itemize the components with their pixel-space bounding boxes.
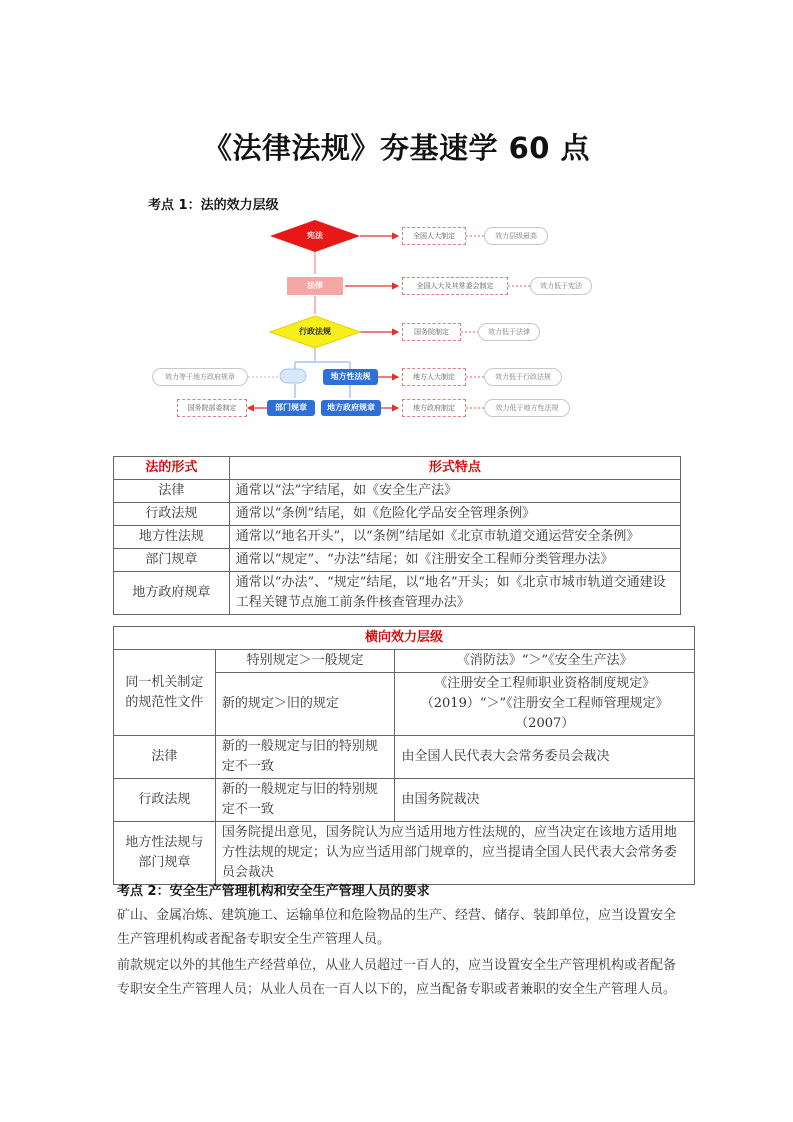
table-cell: 特别规定＞一般规定: [215, 650, 395, 673]
table-cell: 《消防法》“＞”《安全生产法》: [395, 650, 695, 673]
table-header-row: [114, 457, 681, 480]
effect-constitution: 效力层级最高: [484, 227, 548, 245]
node-dept-rule: 部门规章: [267, 400, 315, 416]
table-row: [114, 822, 695, 885]
table-row: [114, 549, 681, 572]
node-law: 法律: [307, 281, 323, 290]
table-cell: 《注册安全工程师职业资格制度规定》（2019）“＞”《注册安全工程师管理规定》（2007）: [395, 673, 695, 736]
table-row: [114, 503, 681, 526]
effect-dept-rule: 效力等于地方政府规章: [152, 368, 248, 386]
maker-law: 全国人大及其常委会制定: [402, 277, 508, 295]
table-cell: 通常以“规定”、“办法”结尾；如《注册安全工程师分类管理办法》: [229, 549, 680, 572]
effect-local-reg: 效力低于行政法规: [484, 368, 562, 386]
table-cell: 地方政府规章: [114, 572, 230, 615]
table-cell: 由国务院裁决: [395, 779, 695, 822]
table-cell: 国务院提出意见，国务院认为应当适用地方性法规的，应当决定在该地方适用地方性法规的规定；认为应当适用部门规章的，应当提请全国人民代表大会常务委员会裁决: [215, 822, 694, 885]
table-row: [114, 480, 681, 503]
maker-local-gov-rule: 地方政府制定: [402, 399, 466, 417]
horizontal-hierarchy-table: [113, 626, 695, 885]
table-cell: 部门规章: [114, 549, 230, 572]
table-cell: 行政法规: [114, 503, 230, 526]
table-cell: 地方性法规: [114, 526, 230, 549]
table-row: [114, 572, 681, 615]
node-local-gov-rule: 地方政府规章: [321, 400, 381, 416]
table-header-row: [114, 627, 695, 650]
table-cell: 新的一般规定与旧的特别规定不一致: [215, 779, 395, 822]
paragraph: 前款规定以外的其他生产经营单位，从业人员超过一百人的，应当设置安全生产管理机构或者配备专职安全生产管理人员；从业人员在一百人以下的，应当配备专职或者兼职的安全生产管理人员。: [117, 958, 677, 997]
table-cell: 新的规定＞旧的规定: [215, 673, 395, 736]
table-row: [114, 779, 695, 822]
table-cell: 通常以“法”字结尾，如《安全生产法》: [229, 480, 680, 503]
maker-local-reg: 地方人大制定: [402, 368, 466, 386]
legal-hierarchy-diagram: [150, 212, 590, 424]
table-cell: 通常以“办法”、“规定”结尾，以“地名”开头；如《北京市城市轨道交通建设工程关键节点施工前条件核查管理办法》: [229, 572, 680, 615]
table-cell: 同一机关制定的规范性文件: [114, 650, 216, 736]
blank-node: [280, 369, 306, 383]
table-row: [114, 526, 681, 549]
node-constitution: 宪法: [307, 231, 323, 240]
table-cell: 新的一般规定与旧的特别规定不一致: [215, 736, 395, 779]
table-row: [114, 650, 695, 673]
table-row: [114, 736, 695, 779]
table-cell: 由全国人民代表大会常务委员会裁决: [395, 736, 695, 779]
table-cell: 通常以“地名开头”，以“条例”结尾如《北京市轨道交通运营安全条例》: [229, 526, 680, 549]
paragraph: 矿山、金属冶炼、建筑施工、运输单位和危险物品的生产、经营、储存、装卸单位，应当设置安全生产管理机构或者配备专职安全生产管理人员。: [117, 908, 677, 947]
page-title: 《法律法规》夯基速学 60 点: [202, 131, 591, 165]
node-local-reg: 地方性法规: [323, 369, 378, 385]
table-header: 横向效力层级: [114, 627, 695, 650]
table-header: 形式特点: [229, 457, 680, 480]
table-header: 法的形式: [114, 457, 230, 480]
effect-admin-reg: 效力低于法律: [478, 323, 540, 341]
maker-dept-rule: 国务院部委制定: [177, 399, 247, 417]
effect-law: 效力低于宪法: [530, 277, 592, 295]
table-cell: 法律: [114, 480, 230, 503]
section2-heading: 考点 2：安全生产管理机构和安全生产管理人员的要求: [117, 884, 430, 899]
effect-local-gov-rule: 效力低于地方性法规: [484, 399, 570, 417]
table-cell: 行政法规: [114, 779, 216, 822]
maker-admin-reg: 国务院制定: [402, 323, 461, 341]
maker-constitution: 全国人大制定: [402, 227, 466, 245]
table-cell: 通常以“条例”结尾，如《危险化学品安全管理条例》: [229, 503, 680, 526]
node-admin-reg: 行政法规: [299, 327, 331, 336]
table-cell: 地方性法规与部门规章: [114, 822, 216, 885]
section1-heading: 考点 1：法的效力层级: [148, 198, 279, 213]
form-table: [113, 456, 681, 615]
table-cell: 法律: [114, 736, 216, 779]
